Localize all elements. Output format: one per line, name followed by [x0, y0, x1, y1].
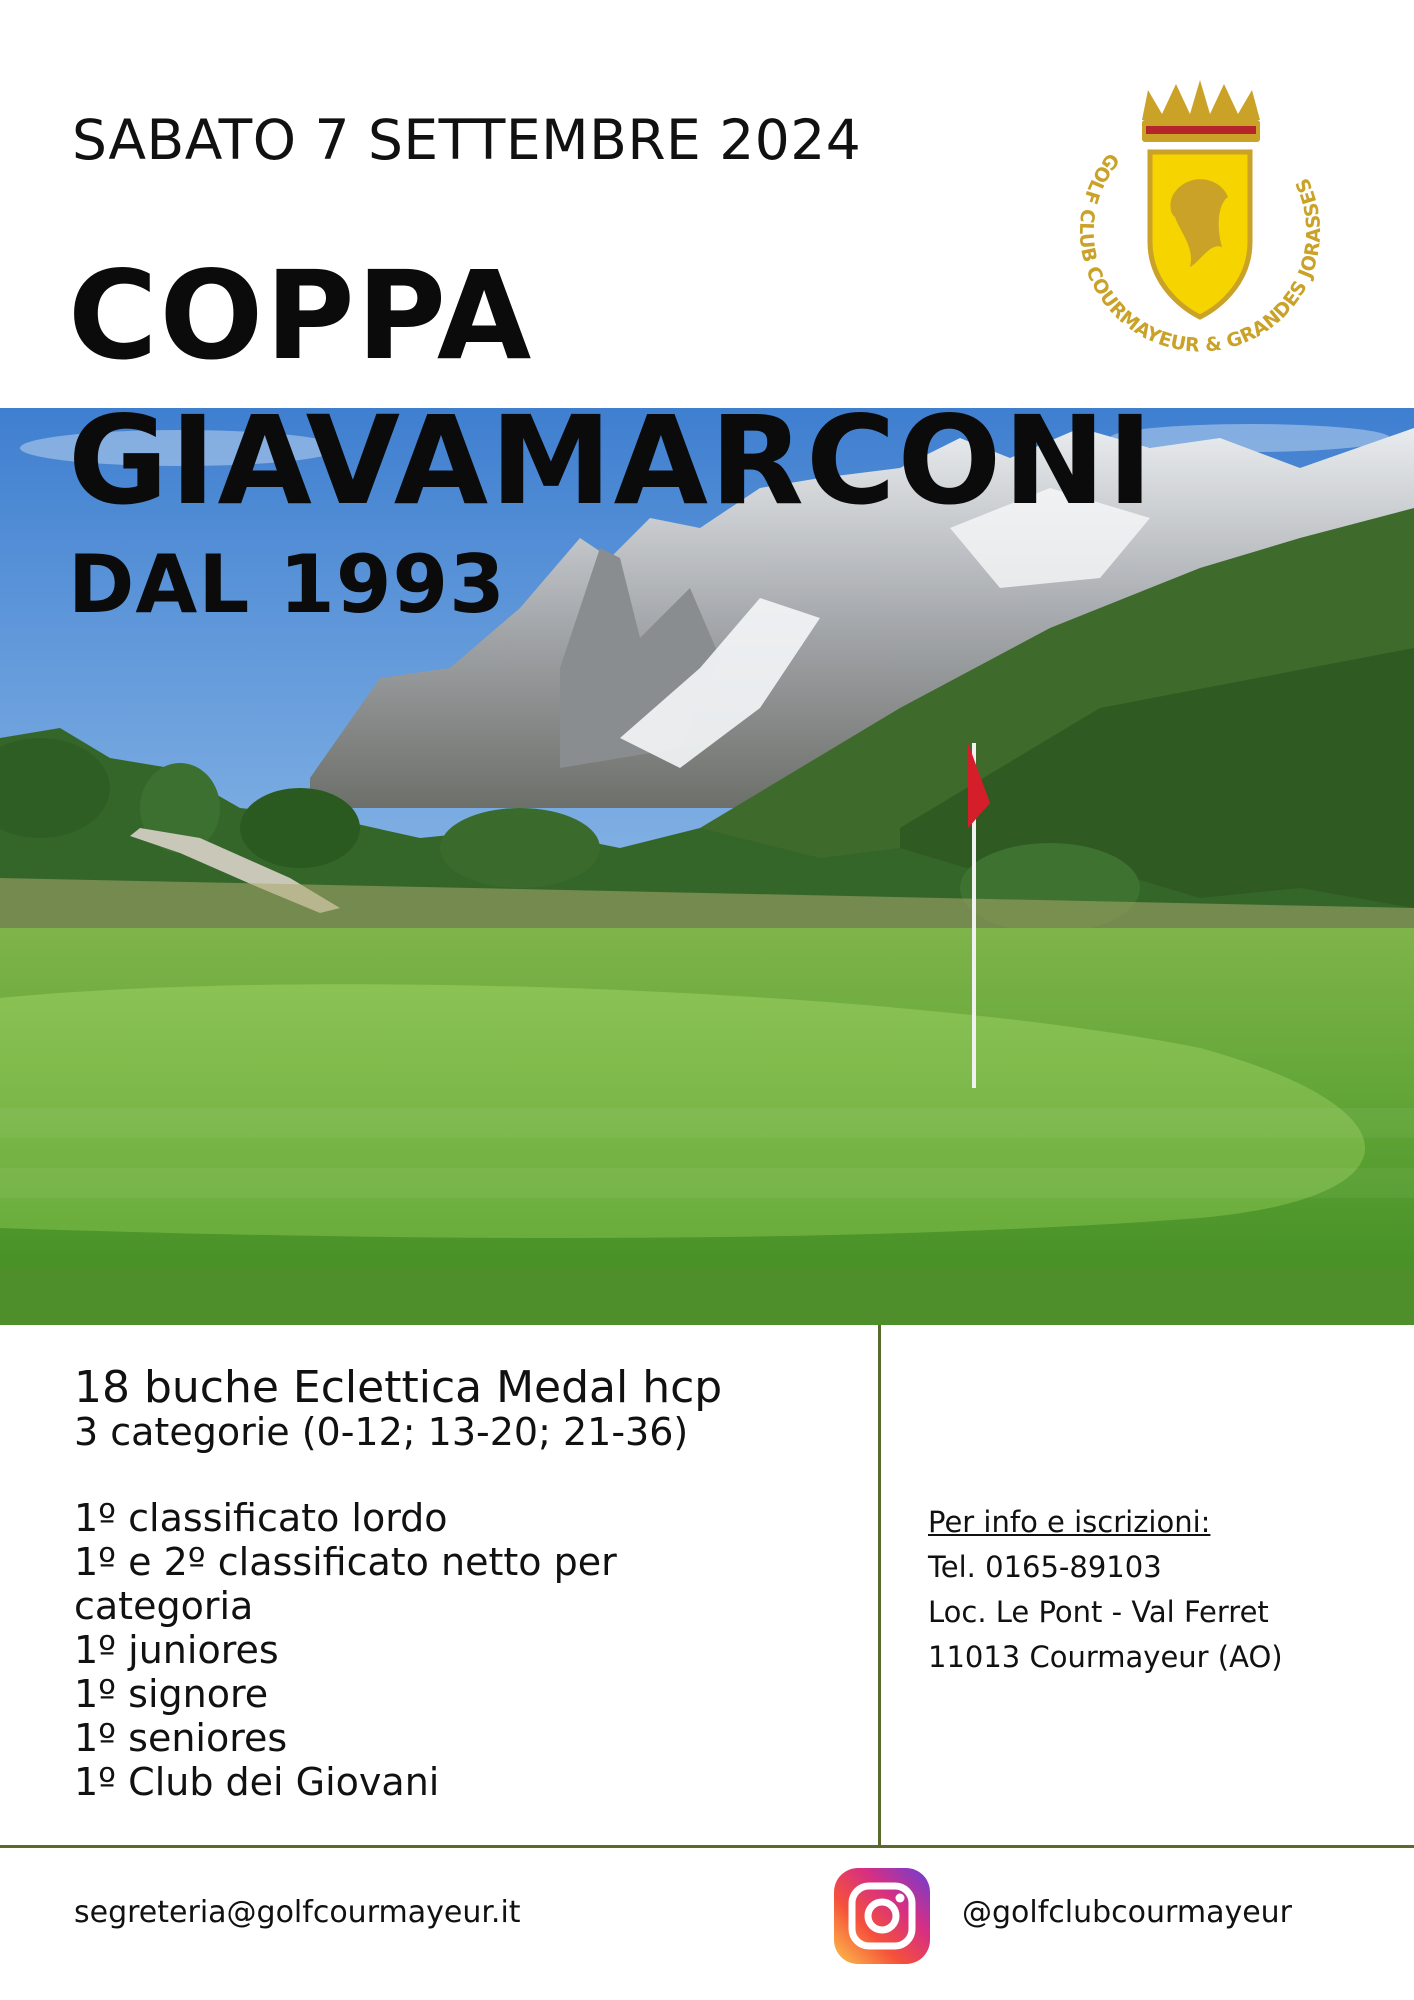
prize-item: 1º Club dei Giovani	[74, 1760, 440, 1804]
prize-list	[74, 1496, 854, 1804]
prize-item: categoria	[74, 1584, 254, 1628]
contact-block	[928, 1500, 1283, 1680]
instagram-icon[interactable]	[832, 1866, 932, 1966]
event-date: SABATO 7 SETTEMBRE 2024	[72, 108, 862, 172]
crest-text: GOLF CLUB COURMAYEUR & GRANDES JORASSES	[1074, 148, 1326, 357]
email-address[interactable]: segreteria@golfcourmayeur.it	[74, 1895, 521, 1930]
contact-address-line-1: Loc. Le Pont - Val Ferret	[928, 1595, 1269, 1629]
vertical-divider	[878, 1325, 881, 1845]
golf-club-crest-logo	[1050, 72, 1350, 372]
contact-heading: Per info e iscrizioni:	[928, 1505, 1211, 1539]
title-line-1: COPPA	[68, 245, 534, 387]
prize-item: 1º signore	[74, 1672, 269, 1716]
title-line-2: GIAVAMARCONI	[68, 390, 1155, 532]
contact-phone: Tel. 0165-89103	[928, 1550, 1162, 1584]
competition-categories: 3 categorie (0-12; 13-20; 21-36)	[74, 1410, 689, 1454]
competition-format: 18 buche Eclettica Medal hcp	[74, 1362, 723, 1413]
instagram-handle[interactable]: @golfclubcourmayeur	[962, 1895, 1293, 1930]
contact-address-line-2: 11013 Courmayeur (AO)	[928, 1640, 1283, 1674]
prize-item: 1º seniores	[74, 1716, 288, 1760]
prize-item: 1º juniores	[74, 1628, 279, 1672]
horizontal-divider	[0, 1845, 1414, 1848]
since-year: DAL 1993	[68, 538, 506, 631]
prize-item: 1º e 2º classificato netto per	[74, 1540, 617, 1584]
prize-item: 1º classificato lordo	[74, 1496, 448, 1540]
